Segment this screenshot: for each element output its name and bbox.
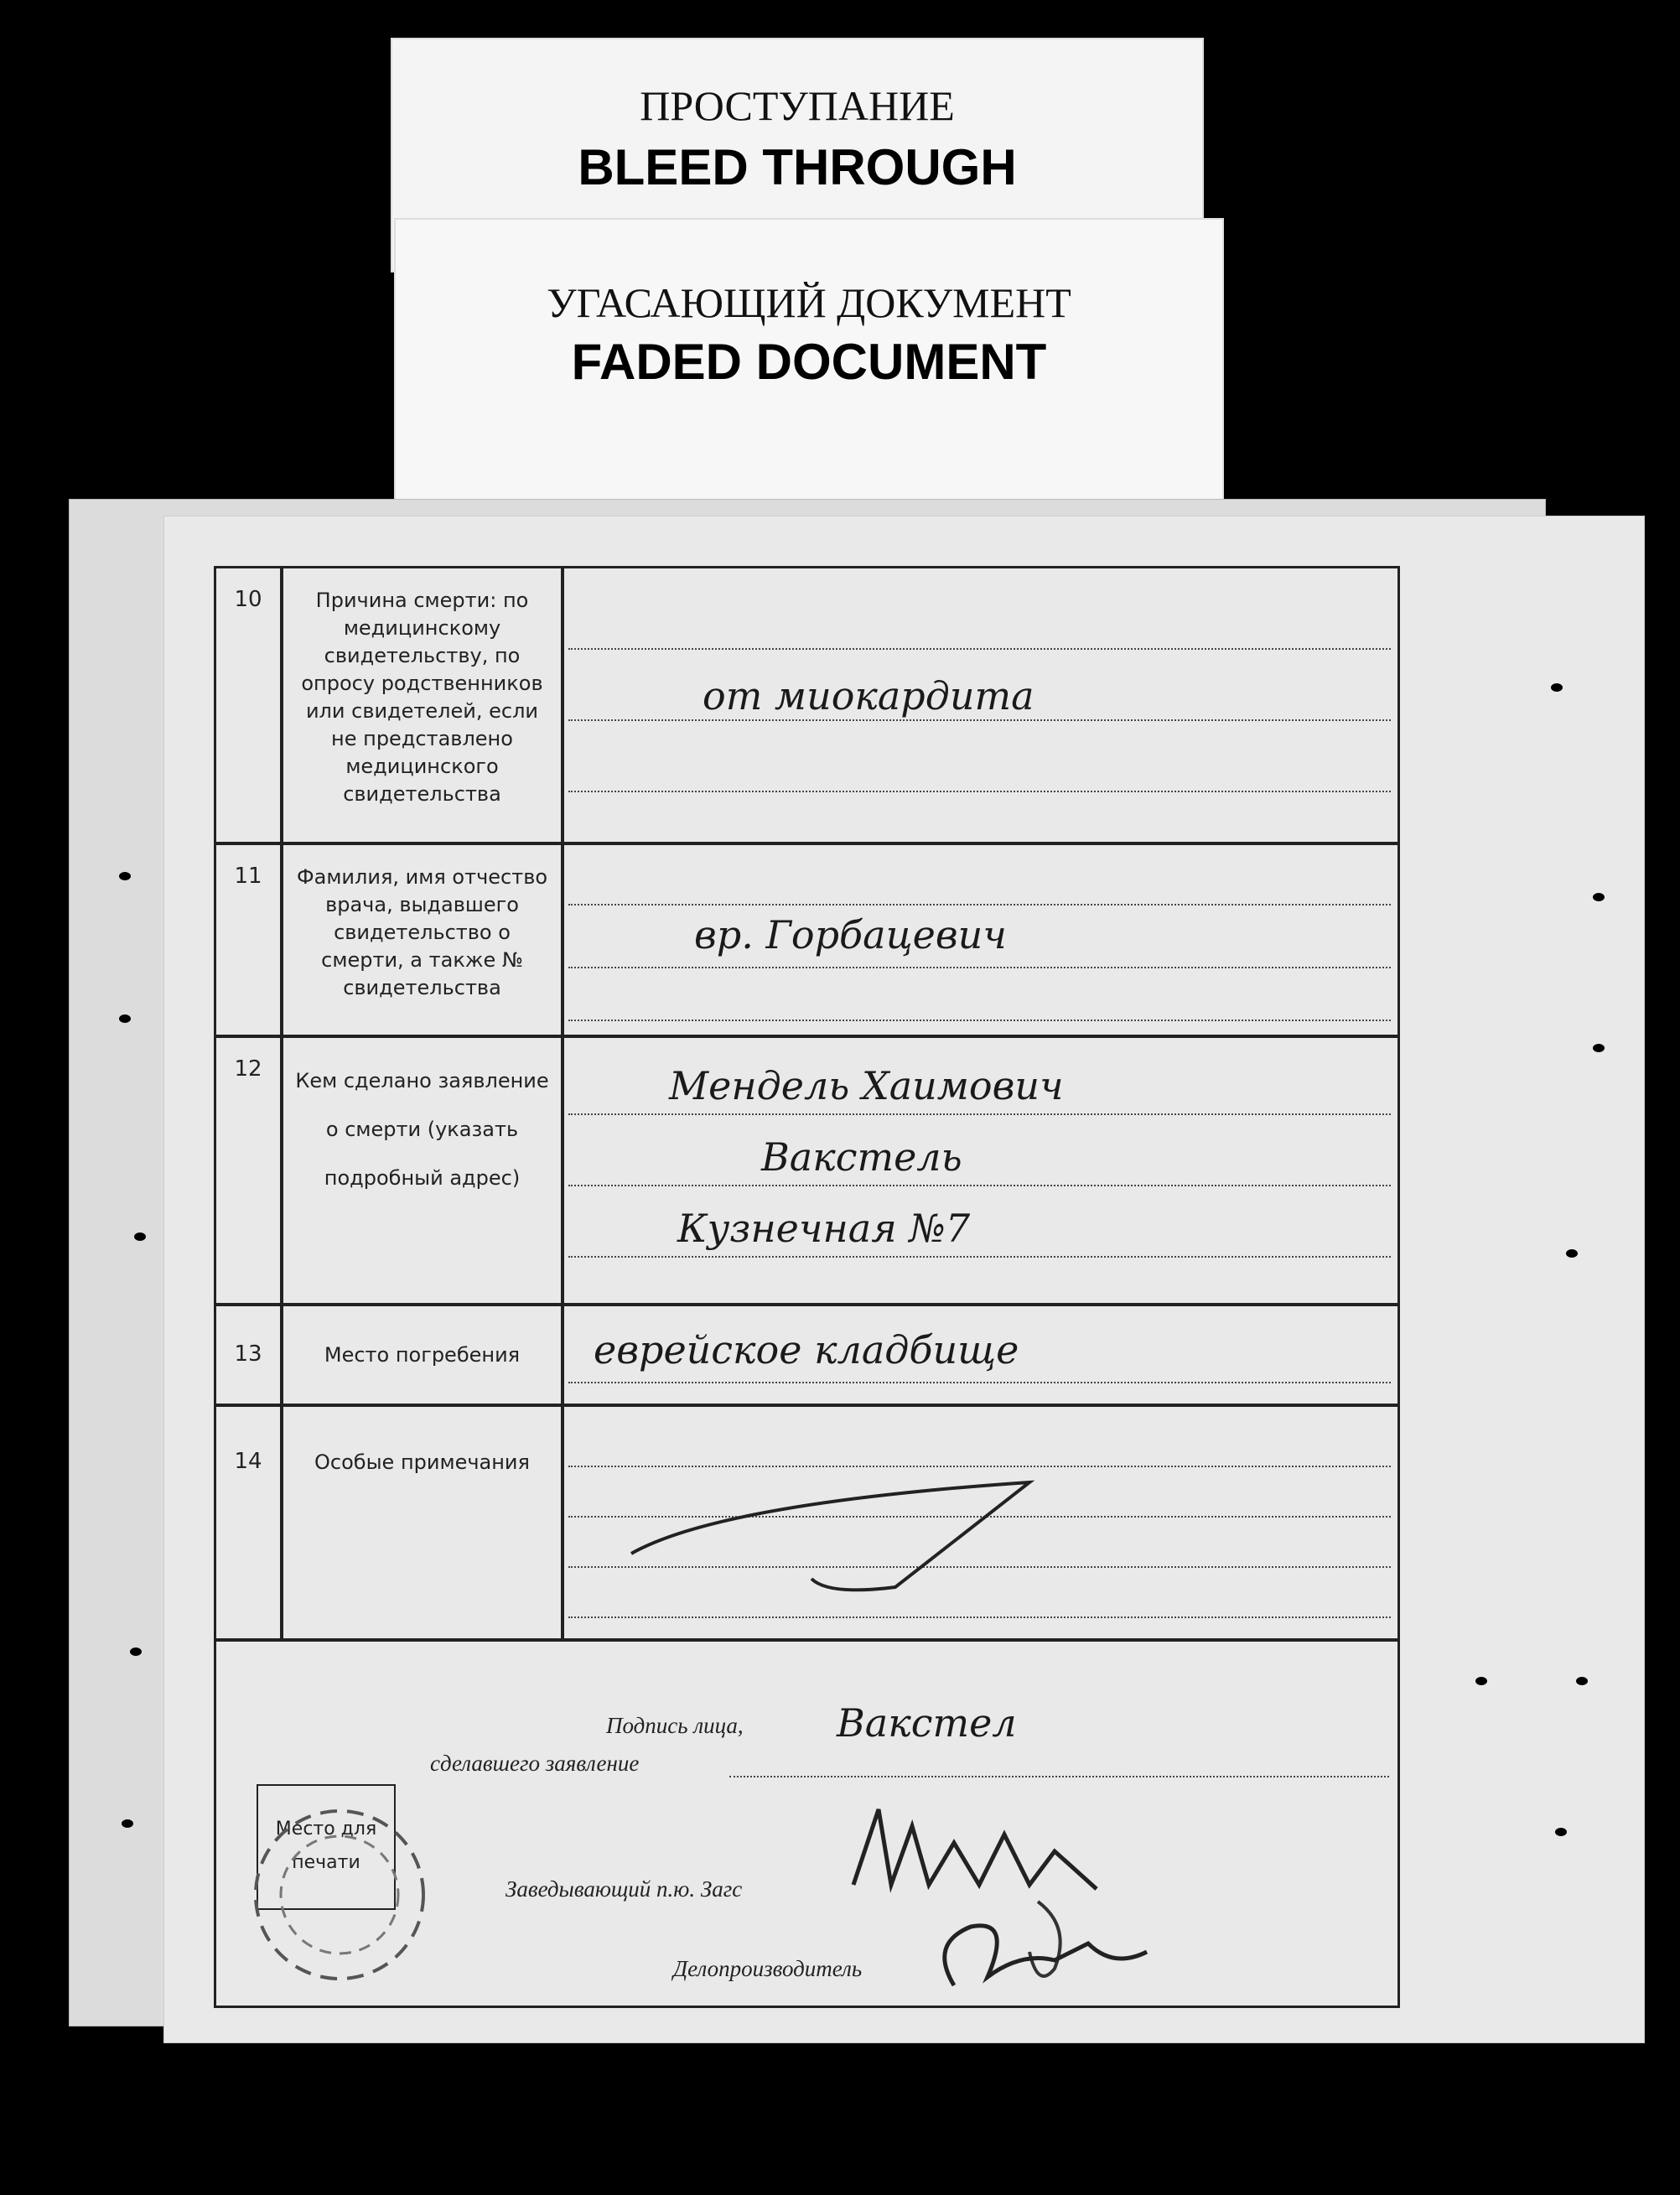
faded-document-ru: УГАСАЮЩИЙ ДОКУМЕНТ [547,279,1071,326]
entry-declarant-name: Мендель Хаимович [669,1063,1064,1108]
entry-declarant-surname: Вакстель [761,1134,962,1180]
punch-hole [1475,1677,1487,1685]
punch-hole [1566,1249,1578,1258]
entry-doctor: вр. Горбацевич [694,912,1007,957]
row-label: Особые примечания [283,1407,564,1638]
bleed-through-ru: ПРОСТУПАНИЕ [640,82,955,129]
manager-label: Заведывающий п.ю. Загс [506,1876,743,1902]
row-declarant [216,1038,1397,1306]
declarant-signature: Вакстел [837,1700,1017,1746]
entry-area [568,1038,1391,1303]
faded-document-en: FADED DOCUMENT [571,334,1047,390]
punch-hole [1551,683,1563,692]
entry-declarant-address: Кузнечная №7 [677,1206,971,1251]
cancel-stroke-mark [619,1470,1055,1612]
entry-cause: от миокардита [703,673,1034,719]
entry-area [568,568,1391,842]
row-burial-place [216,1306,1397,1407]
punch-hole [134,1232,146,1241]
punch-hole [1593,1044,1605,1052]
punch-hole [1555,1828,1567,1836]
punch-hole [119,872,131,880]
row-label: Кем сделано заявление о смерти (указать подробный адрес) [283,1038,564,1303]
punch-hole [122,1819,133,1828]
clerk-label: Делопроизводитель [673,1956,863,1981]
row-number: 14 [216,1407,283,1638]
signature-label-2: сделавшего заявление [430,1751,640,1776]
entry-area [568,1306,1391,1404]
bleed-through-en: BLEED THROUGH [578,139,1017,195]
row-number: 11 [216,845,283,1035]
row-label: Причина смерти: по медицинскому свидетельству, по опросу родственников или свидетелей, если не представлено медицинского свидетельства [283,568,564,842]
entry-burial-place: еврейское кладбище [594,1327,1019,1373]
row-cause-of-death [216,568,1397,845]
punch-hole [119,1014,131,1023]
punch-hole [1593,893,1605,901]
entry-area [568,845,1391,1035]
faded-document-card [394,218,1224,507]
row-number: 13 [216,1306,283,1404]
clerk-signature-scribble [920,1893,1172,2002]
row-number: 10 [216,568,283,842]
punch-hole [1576,1677,1588,1685]
stamp-place-box: Место для печати [257,1784,396,1910]
row-special-notes [216,1407,1397,1642]
punch-hole [130,1648,142,1656]
row-doctor [216,845,1397,1038]
row-number: 12 [216,1038,283,1303]
row-label: Фамилия, имя отчество врача, выдавшего свидетельство о смерти, а также № свидетельства [283,845,564,1035]
signature-label-1: Подпись лица, [606,1713,744,1738]
row-label: Место погребения [283,1306,564,1404]
entry-area [568,1407,1391,1638]
round-seal [231,1803,432,1995]
